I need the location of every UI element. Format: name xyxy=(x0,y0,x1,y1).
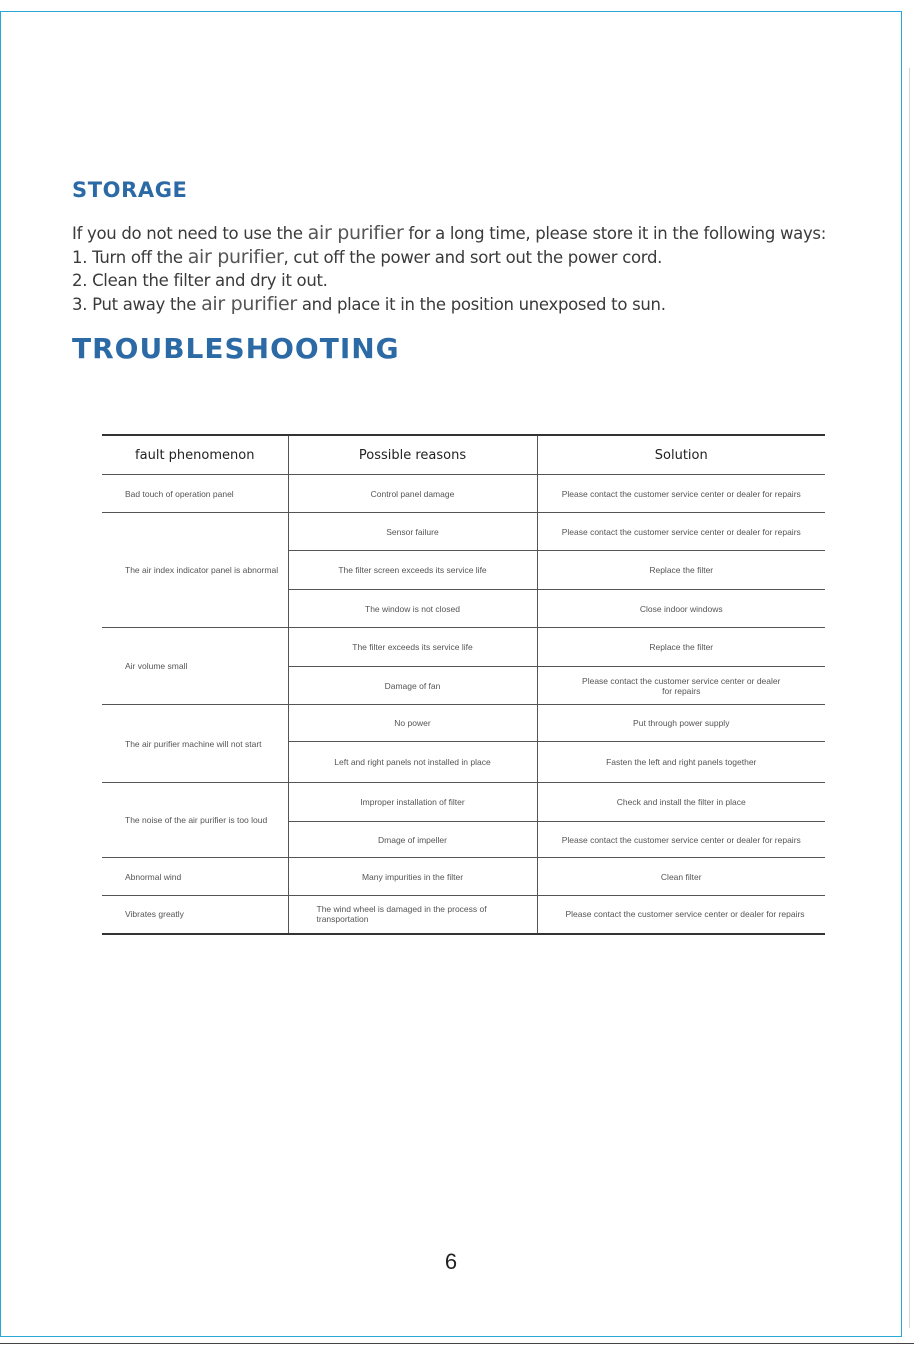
storage-step-3-text-end: and place it in the position unexposed to sun. xyxy=(296,294,666,314)
table-row xyxy=(102,475,825,513)
solution-cell: Replace the filter xyxy=(537,628,825,667)
solution-cell: Replace the filter xyxy=(537,551,825,590)
fault-cell: Air volume small xyxy=(102,628,288,705)
table-row xyxy=(102,896,825,934)
storage-step-3-product: air purifier xyxy=(201,292,297,315)
table-header-row xyxy=(102,435,825,475)
reason-cell: Sensor failure xyxy=(288,513,537,551)
table-row xyxy=(102,705,825,742)
table-row xyxy=(102,858,825,896)
reason-cell: No power xyxy=(288,705,537,742)
header-solution: Solution xyxy=(537,435,825,475)
reason-cell: The wind wheel is damaged in the process of transportation xyxy=(288,896,537,934)
storage-intro-product: air purifier xyxy=(307,222,404,244)
solution-cell: Please contact the customer service center or dealer for repairs xyxy=(537,513,825,551)
fault-cell: Vibrates greatly xyxy=(102,896,288,934)
reason-cell: Dmage of impeller xyxy=(288,822,537,858)
fault-cell: Bad touch of operation panel xyxy=(102,475,288,513)
header-possible-reasons: Possible reasons xyxy=(288,435,537,475)
solution-cell: Please contact the customer service center or dealer for repairs xyxy=(537,667,825,705)
solution-cell: Close indoor windows xyxy=(537,590,825,628)
storage-step-2: 2. Clean the filter and dry it out. xyxy=(72,271,328,290)
solution-cell: Fasten the left and right panels together xyxy=(537,742,825,783)
page-edge-line xyxy=(909,68,910,1328)
reason-cell: Damage of fan xyxy=(288,667,537,705)
troubleshooting-table xyxy=(102,434,825,935)
storage-step-3-text: 3. Put away the xyxy=(72,294,202,314)
reason-cell: Left and right panels not installed in place xyxy=(288,742,537,783)
fault-cell: The air index indicator panel is abnormal xyxy=(102,513,288,628)
storage-intro xyxy=(72,222,872,246)
troubleshooting-heading: TROUBLESHOOTING xyxy=(72,332,400,365)
storage-intro-text: If you do not need to use the xyxy=(72,224,308,243)
table-row xyxy=(102,513,825,551)
solution-cell: Please contact the customer service center or dealer for repairs xyxy=(537,822,825,858)
storage-heading: STORAGE xyxy=(72,178,188,202)
table-row xyxy=(102,783,825,822)
page-number: 6 xyxy=(444,1249,458,1274)
reason-cell: The window is not closed xyxy=(288,590,537,628)
table-row xyxy=(102,628,825,667)
storage-step-1 xyxy=(72,246,872,270)
reason-cell: Many impurities in the filter xyxy=(288,858,537,896)
storage-intro-text-end: for a long time, please store it in the following ways: xyxy=(403,224,826,243)
storage-step-1-text-end: , cut off the power and sort out the power cord. xyxy=(283,247,663,267)
solution-cell: Put through power supply xyxy=(537,705,825,742)
solution-cell: Check and install the filter in place xyxy=(537,783,825,822)
reason-cell: The filter exceeds its service life xyxy=(288,628,537,667)
storage-instructions xyxy=(72,222,872,316)
fault-cell: Abnormal wind xyxy=(102,858,288,896)
bottom-rule xyxy=(0,1343,914,1344)
storage-step-1-text: 1. Turn off the xyxy=(72,247,188,267)
reason-cell: Control panel damage xyxy=(288,475,537,513)
fault-cell: The air purifier machine will not start xyxy=(102,705,288,783)
storage-step-1-product: air purifier xyxy=(187,245,284,268)
solution-cell: Clean filter xyxy=(537,858,825,896)
reason-cell: The filter screen exceeds its service life xyxy=(288,551,537,590)
solution-cell: Please contact the customer service center or dealer for repairs xyxy=(537,896,825,934)
solution-cell: Please contact the customer service center or dealer for repairs xyxy=(537,475,825,513)
fault-cell: The noise of the air purifier is too loud xyxy=(102,783,288,858)
reason-cell: Improper installation of filter xyxy=(288,783,537,822)
header-fault-phenomenon: fault phenomenon xyxy=(102,435,288,475)
storage-step-3 xyxy=(72,293,872,317)
